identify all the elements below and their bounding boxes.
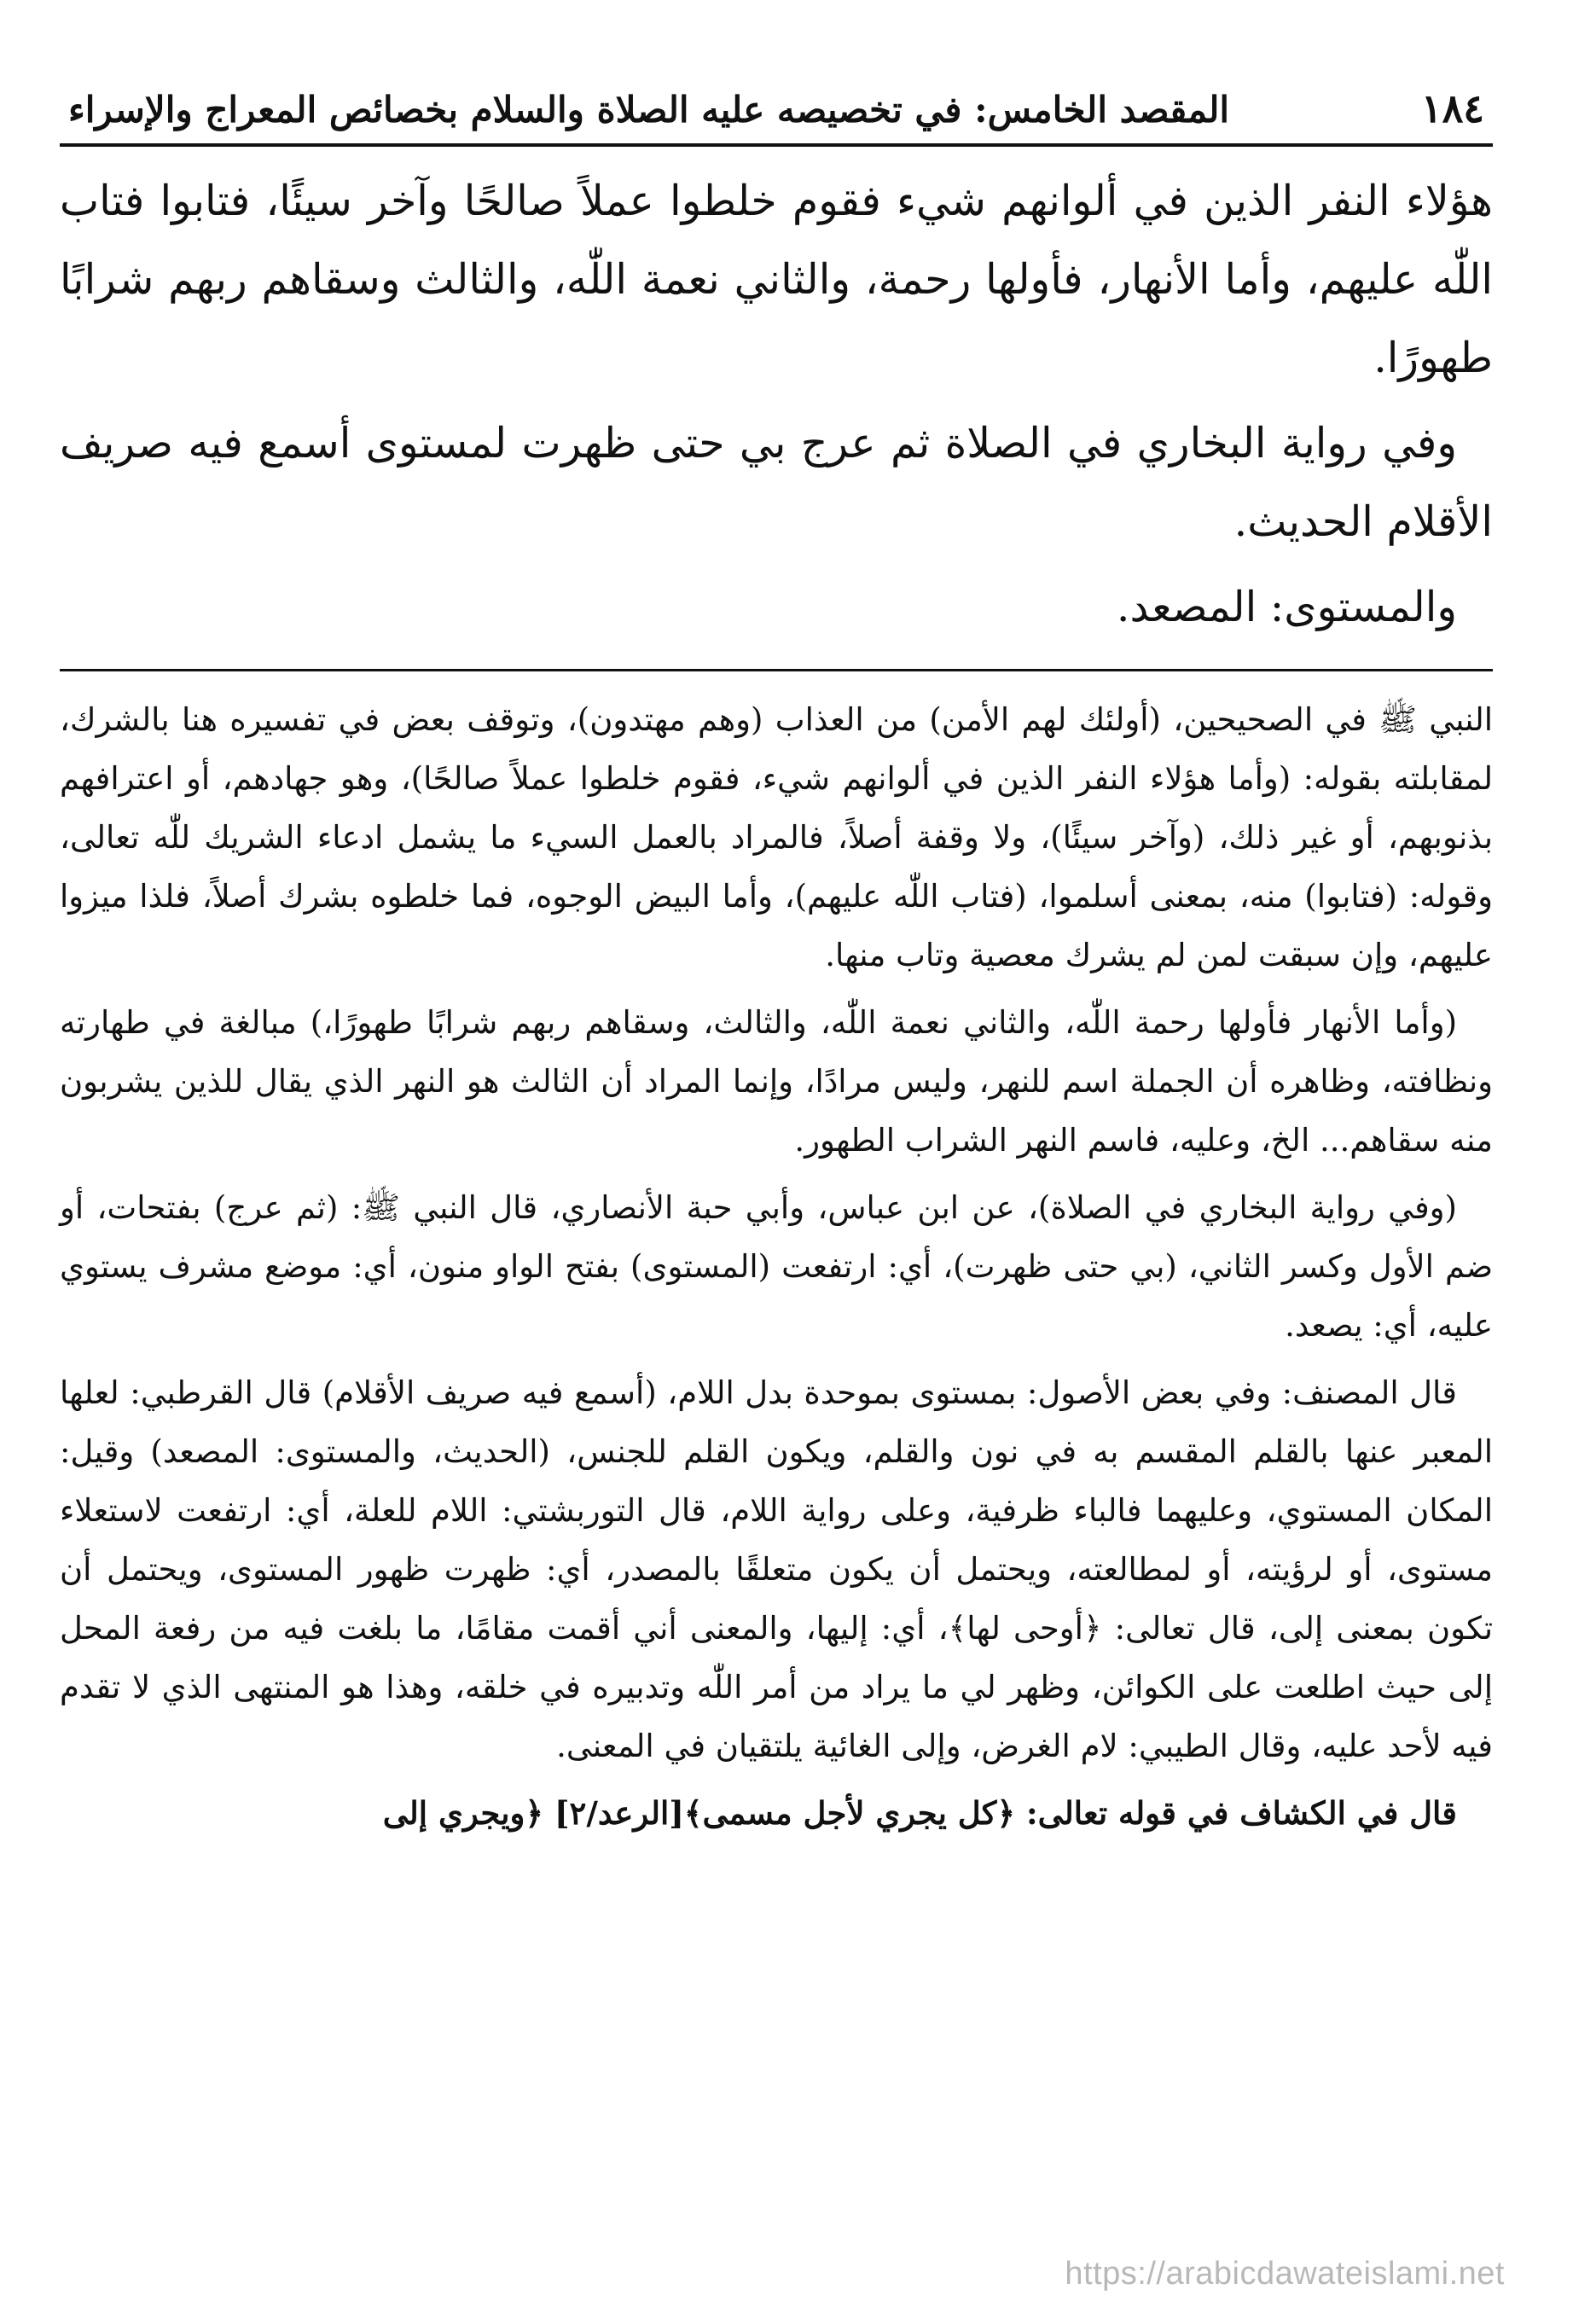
watermark-url: https://arabicdawateislami.net bbox=[1065, 2256, 1505, 2292]
commentary-paragraph: قال المصنف: وفي بعض الأصول: بمستوى بموحدة بدل اللام، (أسمع فيه صريف الأقلام) قال القرطبي: لعلها المعبر عنها بالقلم المقسم به في نون والقلم، ويكون القلم للجنس، (الحديث، والمستوى: المصعد) وقيل: المكان المستوي، وعليهما فالباء ظرفية، وعلى رواية اللام، قال التوربشتي: اللام للعلة، أي: ارتفعت لاستعلاء مستوى، أو لرؤيته، أو لمطالعته، ويحتمل أن يكون متعلقًا بالمصدر، أي: ظهرت ظهور المستوى، ويحتمل أن تكون بمعنى إلى، قال تعالى: ﴿أوحى لها﴾، أي: إليها، والمعنى أني أقمت مقامًا، ما بلغت فيه من رفعة المحل إلى حيث اطلعت على الكوائن، وظهر لي ما يراد من أمر اللّٰه وتدبيره في خلقه، وهذا هو المنتهى الذي لا تقدم فيه لأحد عليه، وقال الطيبي: لام الغرض، وإلى الغائية يلتقيان في المعنى. bbox=[60, 1374, 1493, 1764]
commentary-paragraph: (وفي رواية البخاري في الصلاة)، عن ابن عباس، وأبي حبة الأنصاري، قال النبي ﷺ: (ثم عرج) بفتحات، أو ضم الأول وكسر الثاني، (بي حتى ظهرت)، أي: ارتفعت (المستوى) بفتح الواو منون، أي: موضع مشرف يستوي عليه، أي: يصعد. bbox=[60, 1189, 1493, 1344]
commentary-separator bbox=[60, 669, 1493, 671]
book-page bbox=[60, 85, 1493, 1851]
commentary-text bbox=[60, 690, 1493, 1843]
main-paragraph: وفي رواية البخاري في الصلاة ثم عرج بي حتى ظهرت لمستوى أسمع فيه صريف الأقلام الحديث. bbox=[60, 419, 1493, 546]
page-number: ١٨٤ bbox=[1420, 85, 1484, 131]
chapter-title: المقصد الخامس: في تخصيصه عليه الصلاة والسلام بخصائص المعراج والإسراء bbox=[68, 89, 1230, 131]
commentary-paragraph: (وأما الأنهار فأولها رحمة اللّٰه، والثاني نعمة اللّٰه، والثالث، وسقاهم ربهم شرابًا طهورًا،) مبالغة في طهارته ونظافته، وظاهره أن الجملة اسم للنهر، وليس مرادًا، وإنما المراد أن الثالث هو النهر الذي يقال للذين يشربون منه سقاهم... الخ، وعليه، فاسم النهر الشراب الطهور. bbox=[60, 1004, 1493, 1159]
running-header bbox=[60, 85, 1493, 143]
commentary-paragraph: النبي ﷺ في الصحيحين، (أولئك لهم الأمن) من العذاب (وهم مهتدون)، وتوقف بعض في تفسيره هنا بالشرك، لمقابلته بقوله: (وأما هؤلاء النفر الذين في ألوانهم شيء، فقوم خلطوا عملاً صالحًا)، وهو جهادهم، أو اعترافهم بذنوبهم، أو غير ذلك، (وآخر سيئًا)، ولا وقفة أصلاً، فالمراد بالعمل السيء ما يشمل ادعاء الشريك للّٰه تعالى، وقوله: (فتابوا) منه، بمعنى أسلموا، (فتاب اللّٰه عليهم)، وأما البيض الوجوه، فما خلطوه بشرك أصلاً، فلذا ميزوا عليهم، وإن سبقت لمن لم يشرك معصية وتاب منها. bbox=[60, 701, 1493, 973]
main-paragraph: والمستوى: المصعد. bbox=[1116, 583, 1457, 631]
header-rule bbox=[60, 143, 1493, 147]
main-text bbox=[60, 162, 1493, 647]
commentary-paragraph: قال في الكشاف في قوله تعالى: ﴿كل يجري لأجل مسمى﴾[الرعد/٢] ﴿ويجري إلى bbox=[382, 1794, 1457, 1832]
main-paragraph: هؤلاء النفر الذين في ألوانهم شيء فقوم خلطوا عملاً صالحًا وآخر سيئًا، فتابوا فتاب اللّٰه عليهم، وأما الأنهار، فأولها رحمة، والثاني نعمة اللّٰه، والثالث وسقاهم ربهم شرابًا طهورًا. bbox=[60, 177, 1493, 382]
